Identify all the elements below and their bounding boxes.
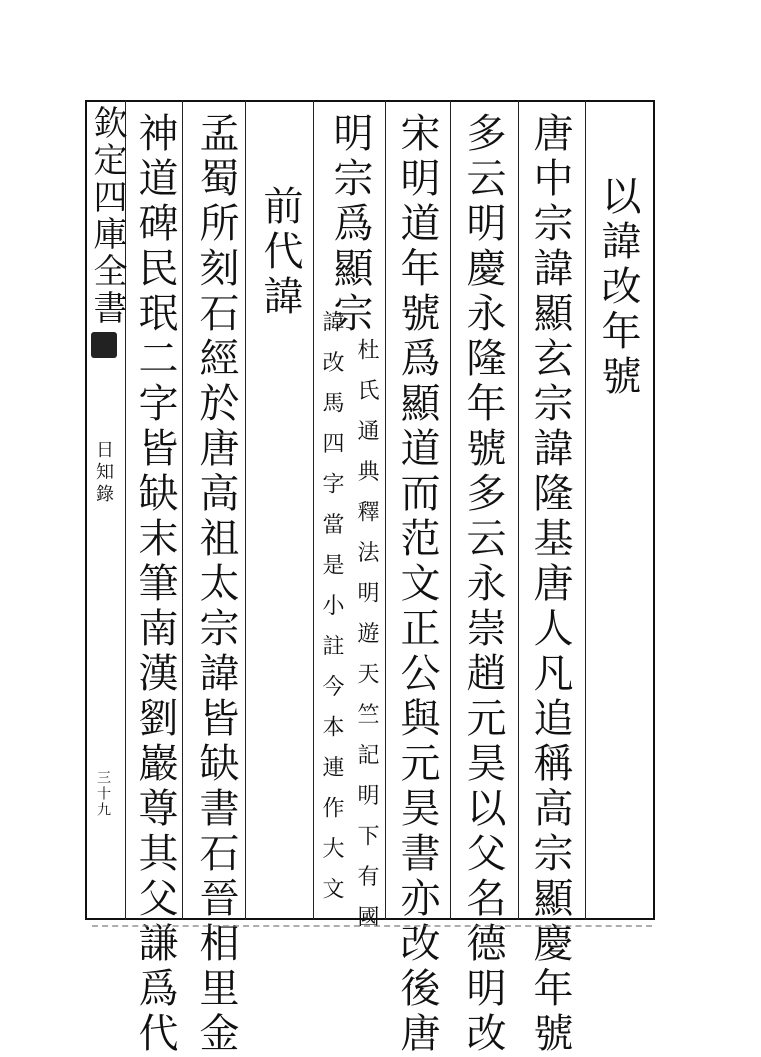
column-divider: [313, 100, 314, 920]
annotation-column: 杜氏通典釋法明遊天竺記明下有國: [354, 338, 379, 946]
column-divider: [182, 100, 183, 920]
text-column: 神道碑民珉二字皆缺末筆南漢劉巖尊其父謙爲代: [132, 112, 178, 1057]
section-heading: 以諱改年號: [595, 175, 641, 400]
text-column: 唐中宗諱顯玄宗諱隆基唐人凡追稱高宗顯慶年號: [527, 112, 573, 1057]
bottom-border-marks: [92, 925, 652, 933]
text-column: 多云明慶永隆年號多云永崇趙元昊以父名德明改: [460, 112, 506, 1057]
margin-seal-icon: [91, 332, 117, 358]
section-heading: 前代諱: [257, 185, 303, 320]
margin-title: 欽定四庫全書: [87, 105, 127, 327]
text-column: 孟蜀所刻石經於唐高祖太宗諱皆缺書石晉相里金: [193, 112, 239, 1057]
column-divider: [385, 100, 386, 920]
margin-page-number: 三十九: [95, 770, 111, 818]
margin-book-title: 日知錄: [93, 440, 114, 506]
column-divider: [245, 100, 246, 920]
annotation-column: 諱改馬四字當是小註今本連作大文: [319, 310, 344, 918]
column-divider: [585, 100, 586, 920]
column-divider: [518, 100, 519, 920]
text-column: 明宗爲顯宗: [327, 112, 373, 337]
column-divider: [450, 100, 451, 920]
text-column: 宋明道年號爲顯道而范文正公與元昊書亦改後唐: [394, 112, 440, 1057]
